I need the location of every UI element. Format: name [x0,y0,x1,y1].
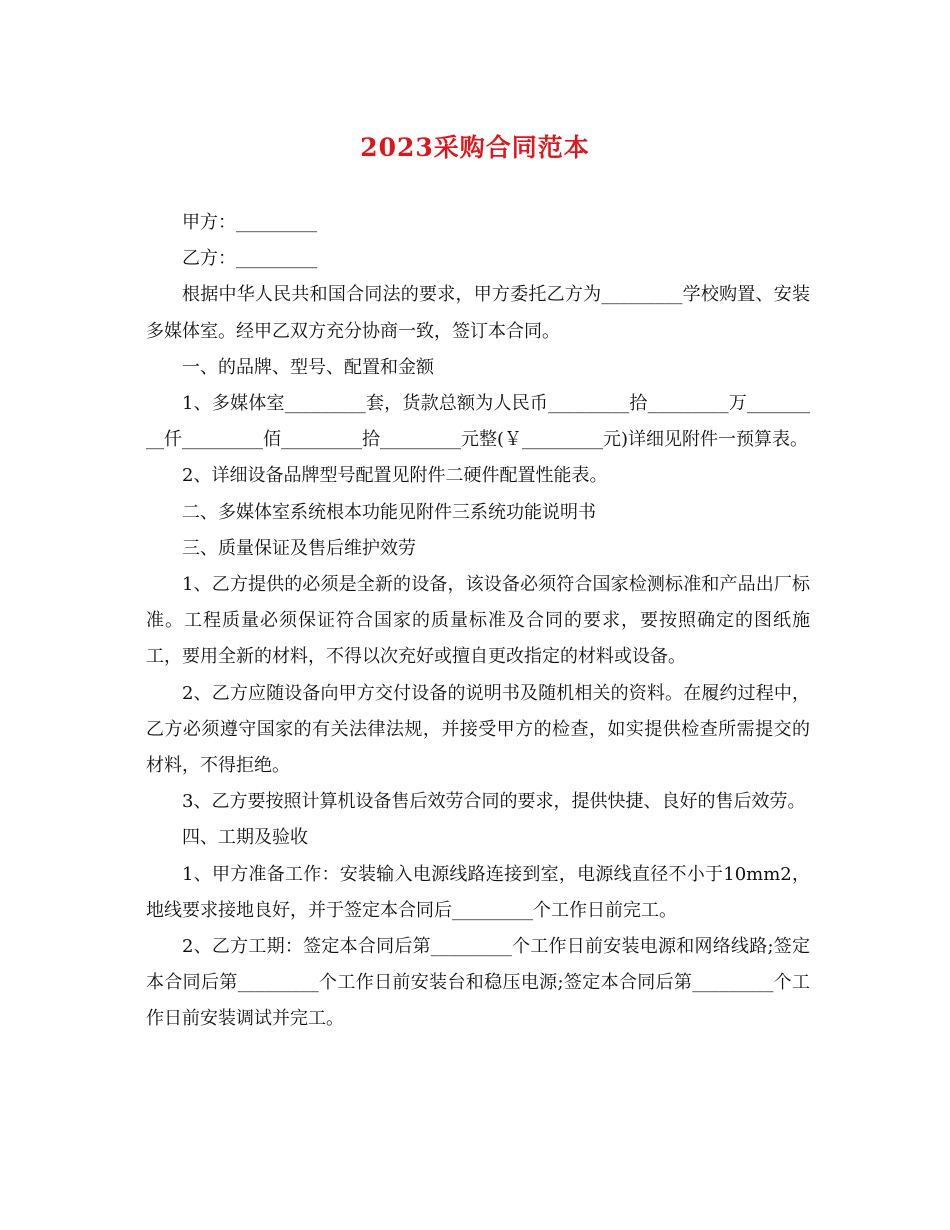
clause-3-2: 2、乙方应随设备向甲方交付设备的说明书及随机相关的资料。在履约过程中，乙方必须遵守国家的有关法律法规，并接受甲方的检查，如实提供检查所需提交的材料，不得拒绝。 [146,682,810,777]
intro-paragraph: 根据中华人民共和国合同法的要求，甲方委托乙方为_________学校购置、安装多媒体室。经甲乙双方充分协商一致，签订本合同。 [146,284,810,342]
section-heading-3: 三、质量保证及售后维护效劳 [182,537,416,559]
clause-1-2: 2、详细设备品牌型号配置见附件二硬件配置性能表。 [182,465,608,487]
clause-4-1: 1、甲方准备工作：安装输入电源线路连接到室，电源线直径不小于10mm2，地线要求接地良好，并于签定本合同后_________个工作日前完工。 [146,863,810,921]
clause-4-2: 2、乙方工期：签定本合同后第_________个工作日前安装电源和网络线路;签定本合同后第_________个工作日前安装台和稳压电源;签定本合同后第_________个工作日前安装调试并完工。 [146,936,810,1030]
party-b-line: 乙方：_________ [182,248,317,270]
document-title: 2023采购合同范本 [360,133,590,162]
clause-3-3: 3、乙方要按照计算机设备售后效劳合同的要求，提供快捷、良好的售后效劳。 [182,791,806,813]
party-a-line: 甲方：_________ [182,212,317,233]
document-body [146,205,810,1038]
section-heading-1: 一、的品牌、型号、配置和金额 [182,356,434,378]
clause-1-1: 1、多媒体室_________套，货款总额为人民币_________拾_________万_________仟_________佰_________拾_________元整(￥_________元)详细见附件一预算表。 [146,393,810,451]
section-heading-2: 二、多媒体室系统根本功能见附件三系统功能说明书 [182,501,596,523]
section-heading-4: 四、工期及验收 [182,827,308,849]
clause-3-1: 1、乙方提供的必须是全新的设备，该设备必须符合国家检测标准和产品出厂标准。工程质量必须保证符合国家的质量标准及合同的要求，要按照确定的图纸施工，要用全新的材料，不得以次充好或擅自更改指定的材料或设备。 [146,574,810,668]
